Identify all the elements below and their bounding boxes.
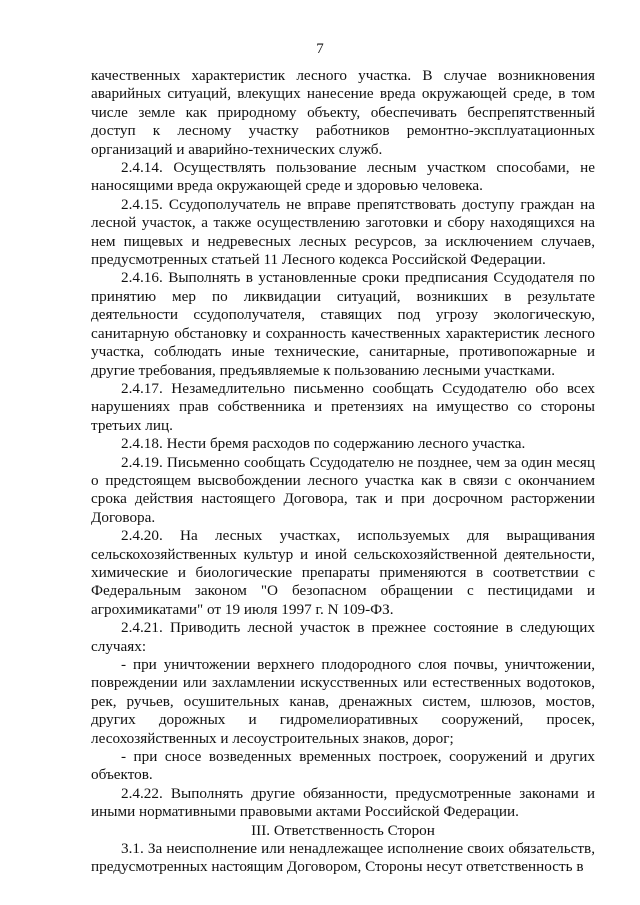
paragraph-2-4-18: 2.4.18. Нести бремя расходов по содержанию лесного участка. bbox=[121, 435, 526, 453]
paragraph-2-4-17: 2.4.17. Незамедлительно письменно сообщать Ссудодателю обо всех нарушениях прав собственника и претензиях на имущество со стороны третьих лиц. bbox=[91, 379, 595, 434]
paragraph-2-4-21: 2.4.21. Приводить лесной участок в прежнее состояние в следующих случаях: bbox=[91, 619, 595, 655]
paragraph-2-4-19: 2.4.19. Письменно сообщать Ссудодателю не позднее, чем за один месяц о предстоящем высвобождении лесного участка как в связи с окончанием срока действия настоящего Договора, так и при досрочном расторжении Договора. bbox=[91, 453, 595, 526]
paragraph-3-1: 3.1. За неисполнение или ненадлежащее исполнение своих обязательств, предусмотренных настоящим Договором, Стороны несут ответственность в bbox=[91, 840, 595, 876]
list-item-demolition: - при сносе возведенных временных построек, сооружений и других объектов. bbox=[91, 748, 595, 784]
paragraph-2-4-15: 2.4.15. Ссудополучатель не вправе препятствовать доступу граждан на лесной участок, а также осуществлению заготовки и сбору находящихся на нем пищевых и недревесных лесных ресурсов, за исключением случаев, предусмотренных статьей 11 Лесного кодекса Российской Федерации. bbox=[91, 195, 595, 269]
paragraph-2-4-14: 2.4.14. Осуществлять пользование лесным участком способами, не наносящими вреда окружающей среде и здоровью человека. bbox=[91, 159, 595, 195]
paragraph-2-4-16: 2.4.16. Выполнять в установленные сроки предписания Ссудодателя по принятию мер по ликвидации ситуаций, возникших в результате деятельности ссудополучателя, ставящих под угрозу экологическую, санитарную обстановку и сохранность качественных характеристик лесного участка, соблюдать иные технические, санитарные, противопожарные и другие требования, предъявляемые к пользованию лесными участками. bbox=[91, 269, 595, 379]
page-number: 7 bbox=[316, 41, 324, 57]
list-item-soil-damage: - при уничтожении верхнего плодородного слоя почвы, уничтожении, повреждении или захламлении искусственных или естественных водотоков, рек, ручьев, осушительных канав, дренажных систем, шлюзов, мостов, других дорожных и гидромелиоративных сооружений, просек, лесохозяйственных и лесоустроительных знаков, дорог; bbox=[91, 656, 595, 747]
paragraph-2-4-22: 2.4.22. Выполнять другие обязанности, предусмотренные законами и иными нормативными правовыми актами Российской Федерации. bbox=[91, 784, 595, 821]
document-body bbox=[91, 67, 595, 877]
paragraph-continuation: качественных характеристик лесного участка. В случае возникновения аварийных ситуаций, влекущих нанесение вреда окружающей среде, в том числе земле как природному объекту, обеспечивать беспрепятственный доступ к лесному участку работников ремонтно-эксплуатационных организаций и аварийно-технических служб. bbox=[91, 67, 595, 158]
paragraph-2-4-20: 2.4.20. На лесных участках, используемых для выращивания сельскохозяйственных культур и иной сельскохозяйственной деятельности, химические и биологические препараты применяются в соответствии с Федеральным законом "О безопасном обращении с пестицидами и агрохимикатами" от 19 июля 1997 г. N 109-ФЗ. bbox=[91, 527, 595, 618]
section-heading: III. Ответственность Сторон bbox=[251, 821, 435, 839]
